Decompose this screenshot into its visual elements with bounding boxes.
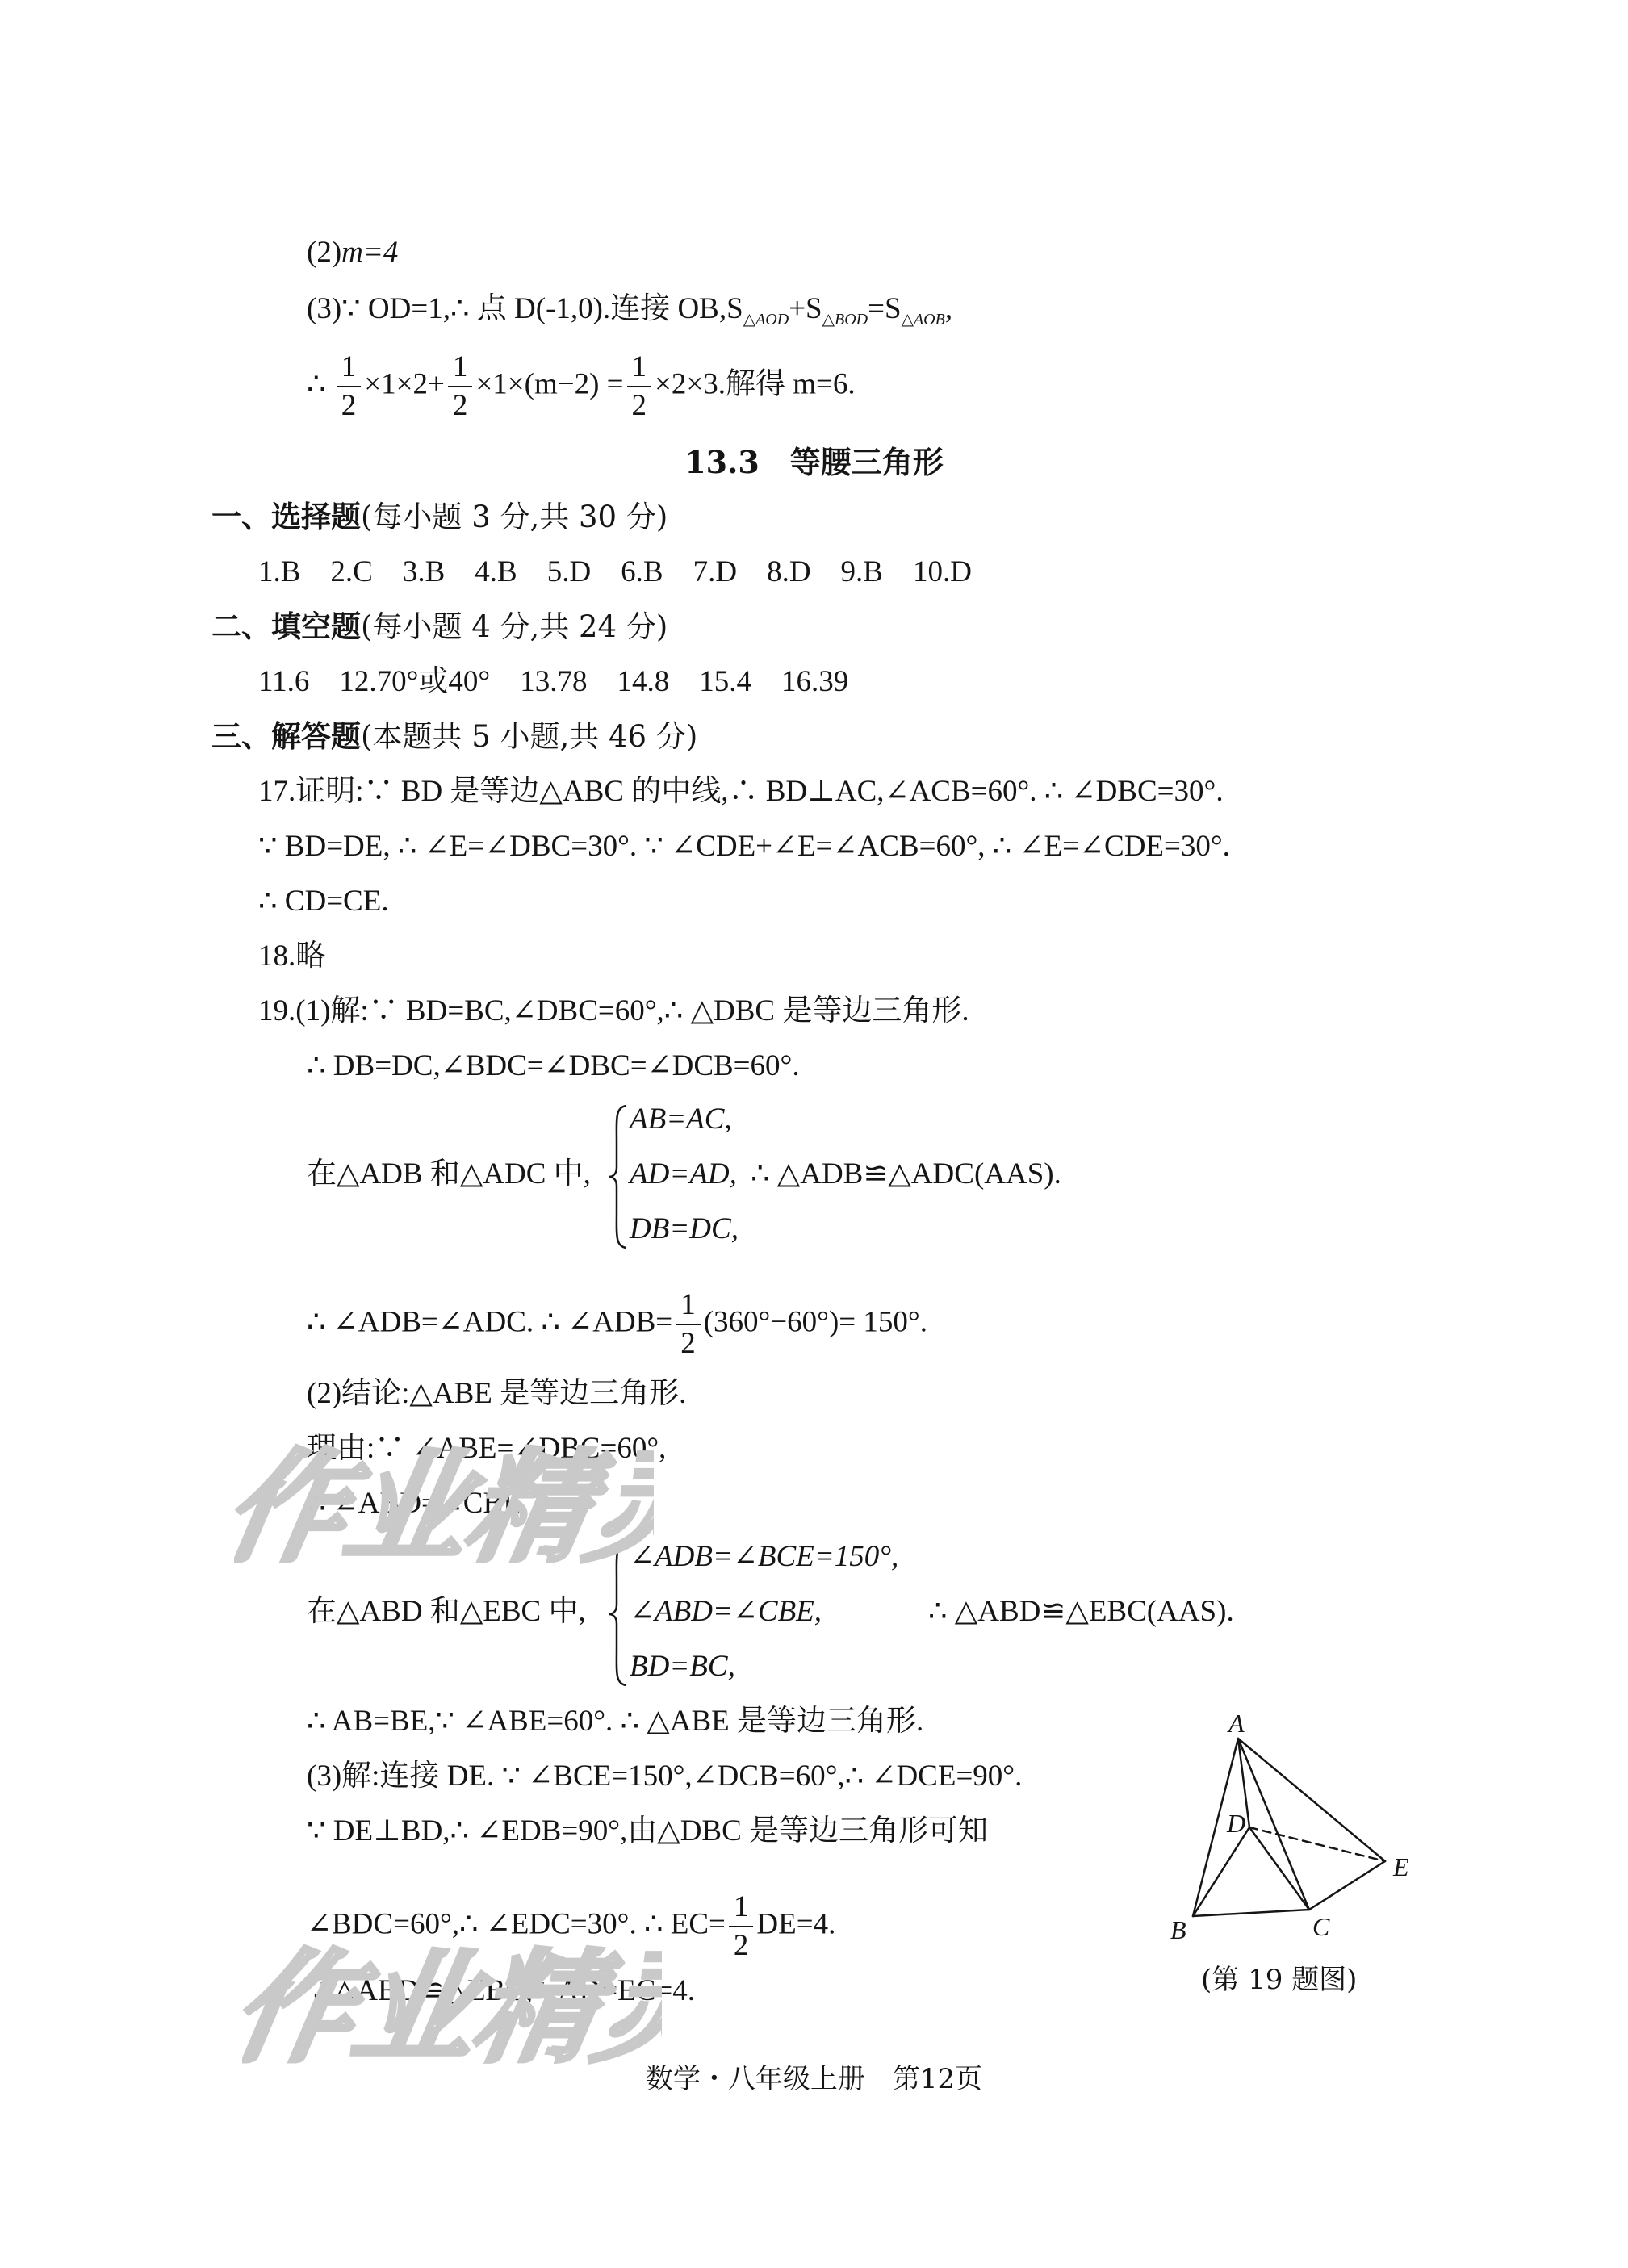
q19-p3-line-4: ∵ △ABD≌△EBC,∴ AD=EC=4. xyxy=(307,1974,695,2007)
q19-p2-line-3: ∴ ∠ABD=∠CBE. xyxy=(307,1487,529,1520)
figure-19 xyxy=(1170,1703,1437,1945)
watermark-text: 作业精灵 xyxy=(242,1938,662,2079)
q17-line-1: 17.证明:∵ BD 是等边△ABC 的中线,∴ BD⊥AC,∠ACB=60°. ∴ ∠DBC=30°. xyxy=(258,775,1224,808)
section-note: (本题共 5 小题,共 46 分) xyxy=(361,719,698,754)
section-2-title xyxy=(211,609,668,646)
page-footer: 数学・八年级上册 第12页 xyxy=(645,2063,983,2095)
text-span: DE=4. xyxy=(756,1907,836,1941)
q19-p2-line-2: 理由:∵ ∠ABE=∠DBC=60°, xyxy=(307,1432,667,1465)
q19-p2-system-eq-3: BD=BC, xyxy=(630,1650,735,1683)
label-a: A xyxy=(1228,1709,1245,1738)
q19-p1-system-eq-3: DB=DC, xyxy=(630,1212,739,1245)
subscript: △AOD xyxy=(743,311,789,328)
text-span: ×1×(m−2) = xyxy=(475,367,624,401)
q19-p1-result xyxy=(307,1287,927,1362)
watermark xyxy=(234,1429,654,1589)
text-span: (3)∵ OD=1,∴ 点 D(-1,0).连接 OB,S xyxy=(307,292,743,325)
text-span: (360°−60°)= 150°. xyxy=(703,1305,927,1339)
q19-p2-result: ∴ AB=BE,∵ ∠ABE=60°. ∴ △ABE 是等边三角形. xyxy=(307,1705,924,1738)
label-b: B xyxy=(1170,1915,1186,1944)
fraction xyxy=(676,1287,701,1362)
numerator: 1 xyxy=(729,1889,754,1927)
part-answer: m=4 xyxy=(341,236,399,269)
text-span: ∴ xyxy=(307,367,333,401)
section-label: 一、选择题 xyxy=(211,500,361,534)
label-e: E xyxy=(1393,1852,1409,1881)
q19-p2-system-eq-2: ∠ABD=∠CBE, xyxy=(630,1595,822,1628)
q19-p2-system-eq-1: ∠ADB=∠BCE=150°, xyxy=(630,1540,899,1573)
section-2-answers: 11.6 12.70°或40° 13.78 14.8 15.4 16.39 xyxy=(258,665,849,698)
denominator: 2 xyxy=(452,389,468,422)
fraction xyxy=(627,349,652,425)
part-3-line-2 xyxy=(307,349,856,425)
label-c: C xyxy=(1312,1912,1330,1941)
q18-line: 18.略 xyxy=(258,939,326,973)
watermark-stamp xyxy=(234,1429,654,1582)
part-2-answer xyxy=(307,234,398,271)
q17-line-2: ∵ BD=DE, ∴ ∠E=∠DBC=30°. ∵ ∠CDE+∠E=∠ACB=60°, ∴ ∠E=∠CDE=30°. xyxy=(258,830,1230,863)
section-label: 二、填空题 xyxy=(211,609,361,644)
denominator: 2 xyxy=(733,1929,749,1962)
text-span: ∠BDC=60°,∴ ∠EDC=30°. ∴ EC= xyxy=(307,1907,726,1941)
subscript: △BOD xyxy=(822,311,868,328)
q19-p1-system-conclusion: ∴ △ADB≌△ADC(AAS). xyxy=(751,1157,1061,1190)
q19-p3-line-1: (3)解:连接 DE. ∵ ∠BCE=150°,∠DCB=60°,∴ ∠DCE=90°. xyxy=(307,1760,1023,1793)
section-3-title xyxy=(211,718,697,755)
q19-p2-system-conclusion: ∴ △ABD≌△EBC(AAS). xyxy=(928,1595,1234,1628)
fraction xyxy=(337,349,362,425)
fraction xyxy=(448,349,473,425)
denominator: 2 xyxy=(680,1327,696,1360)
section-note: (每小题 3 分,共 30 分) xyxy=(361,500,668,534)
numerator: 1 xyxy=(627,349,652,387)
text-span: ∴ ∠ADB=∠ADC. ∴ ∠ADB= xyxy=(307,1305,673,1339)
q19-p2-line-1: (2)结论:△ABE 是等边三角形. xyxy=(307,1377,687,1410)
q19-p3-line-2: ∵ DE⊥BD,∴ ∠EDB=90°,由△DBC 是等边三角形可知 xyxy=(307,1814,989,1847)
part-3-line-1 xyxy=(307,291,952,338)
section-note: (每小题 4 分,共 24 分) xyxy=(361,609,668,644)
section-label: 三、解答题 xyxy=(211,719,361,754)
denominator: 2 xyxy=(341,389,357,422)
q19-p1-line-1: 19.(1)解:∵ BD=BC,∠DBC=60°,∴ △DBC 是等边三角形. xyxy=(258,994,969,1027)
numerator: 1 xyxy=(448,349,473,387)
left-brace-icon xyxy=(607,1103,630,1251)
numerator: 1 xyxy=(337,349,362,387)
q19-p1-system-intro: 在△ADB 和△ADC 中, xyxy=(307,1157,591,1190)
figure-caption: (第 19 题图) xyxy=(1201,1964,1358,1996)
q17-line-3: ∴ CD=CE. xyxy=(258,885,389,918)
label-d: D xyxy=(1227,1809,1246,1838)
text-span: , xyxy=(944,292,953,325)
text-span: +S xyxy=(789,292,822,325)
watermark-text: 作业精灵 xyxy=(234,1437,654,1579)
section-1-answers: 1.B 2.C 3.B 4.B 5.D 6.B 7.D 8.D 9.B 10.D xyxy=(258,555,972,588)
section-heading: 13.3 等腰三角形 xyxy=(684,444,944,480)
denominator: 2 xyxy=(631,389,647,422)
q19-p1-system-eq-1: AB=AC, xyxy=(630,1103,732,1136)
segment-ce xyxy=(1309,1861,1385,1910)
q19-p1-system-eq-2: AD=AD, xyxy=(630,1157,737,1190)
numerator: 1 xyxy=(676,1287,701,1325)
fraction xyxy=(729,1889,754,1965)
part-label: (2) xyxy=(307,236,342,269)
segment-bd xyxy=(1193,1827,1249,1916)
text-span: ×2×3.解得 m=6. xyxy=(655,367,856,401)
segment-bc xyxy=(1193,1910,1309,1916)
q19-p1-line-2: ∴ DB=DC,∠BDC=∠DBC=∠DCB=60°. xyxy=(307,1049,800,1082)
section-1-title xyxy=(211,499,668,536)
subscript: △AOB xyxy=(901,311,945,328)
text-span: =S xyxy=(868,292,902,325)
text-span: ×1×2+ xyxy=(364,367,445,401)
q19-p2-system-intro: 在△ABD 和△EBC 中, xyxy=(307,1595,586,1628)
